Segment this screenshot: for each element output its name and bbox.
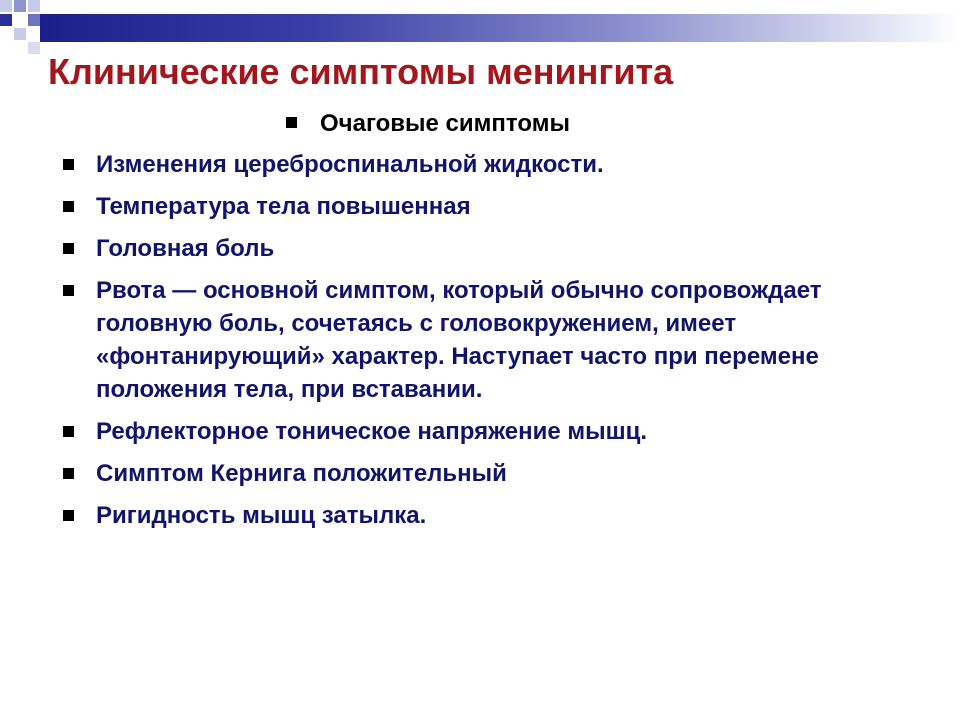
decor-square <box>28 28 40 40</box>
square-bullet-icon <box>63 243 74 254</box>
list-item <box>62 415 902 448</box>
decor-square <box>14 0 26 12</box>
list-item <box>62 499 902 532</box>
list-item-text: Симптом Кернига положительный <box>96 460 507 487</box>
square-bullet-icon <box>63 468 74 479</box>
square-bullet-icon <box>63 159 74 170</box>
slide-title: Клинические симптомы менингита <box>48 51 674 92</box>
decor-square <box>28 14 40 26</box>
list-item-text: Рефлекторное тоническое напряжение мышц. <box>96 418 648 445</box>
square-bullet-icon <box>286 117 297 128</box>
subheading-text: Очаговые симптомы <box>320 110 570 137</box>
list-item-text: Температура тела повышенная <box>96 193 471 220</box>
decor-square <box>14 28 26 40</box>
square-bullet-icon <box>63 510 74 521</box>
list-item <box>62 232 902 265</box>
symptom-list <box>62 148 902 541</box>
list-item-text: Рвота — основной симптом, который обычно сопровождает головную боль, сочетаясь с головокружением, имеет «фонтанирующий» характер. Наступает часто при перемене положения тела, при вставании. <box>96 277 822 403</box>
list-item-text: Изменения цереброспинальной жидкости. <box>96 151 604 178</box>
square-bullet-icon <box>63 285 74 296</box>
list-item <box>62 274 902 406</box>
list-item <box>62 190 902 223</box>
decor-square <box>28 42 40 54</box>
list-item <box>62 457 902 490</box>
square-bullet-icon <box>63 426 74 437</box>
square-bullet-icon <box>63 201 74 212</box>
decor-square <box>0 0 12 12</box>
decor-square <box>0 14 12 26</box>
decor-square <box>28 0 40 12</box>
subheading <box>286 110 570 138</box>
list-item <box>62 148 902 181</box>
decor-square <box>0 28 12 40</box>
list-item-text: Ригидность мышц затылка. <box>96 502 427 529</box>
header-gradient-bar <box>40 14 960 42</box>
decor-square <box>14 14 26 26</box>
list-item-text: Головная боль <box>96 235 275 262</box>
